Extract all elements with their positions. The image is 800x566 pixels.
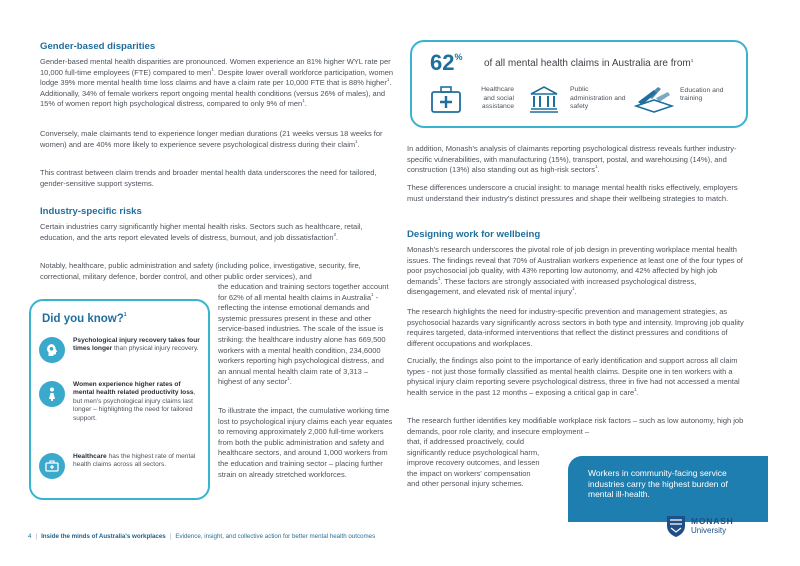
medical-bag-icon xyxy=(39,453,65,479)
paragraph-right-1: In addition, Monash's analysis of claimants reporting psychological distress reveals further industry-specific vulnerabilities, with manufacturing (15%), transport, postal, and warehousing (14%), and construction (13%) also standing out as high-risk sectors$^1$. xyxy=(407,144,737,175)
category-healthcare: Healthcare and social assistance xyxy=(430,84,514,114)
paragraph-industry-4: To illustrate the impact, the cumulative working time lost to psychological injury claims each year equates to removing approximately 2,000 full-time workers from both the public administration and safety and healthcare sectors, and around 1,000 workers from the education and training sector – placing further strain on already stretched workforces. xyxy=(218,406,393,479)
footer-subtitle: Evidence, insight, and collective action for better mental health outcomes xyxy=(175,533,376,540)
paragraph-gender-2: Conversely, male claimants tend to experience longer median durations (21 weeks versus 18 weeks for women) and are 40% more likely to experience severe psychological distress during their claim$^1$. xyxy=(40,129,383,149)
monash-logo: MONASH University xyxy=(665,514,734,538)
paragraph-industry-3: the education and training sectors together account for 62% of all mental health claims in Australia$^1$ - reflecting the intense emotional demands and systemic pressures present in these and other service-based industries. The scale of the issue is striking: the healthcare industry alone has 669,500 workers with a mental health condition, 234,6000 workers reporting high psychological distress, and an annual mental health claim rate of 3,313 – highest of any sector$^1$. xyxy=(218,282,389,387)
heading-designing-work: Designing work for wellbeing xyxy=(407,229,541,240)
category-education: Education and training xyxy=(634,84,726,114)
heading-industry-risks: Industry-specific risks xyxy=(40,206,142,217)
paragraph-gender-1: Gender-based mental health disparities are pronounced. Women experience an 81% higher WYL rate per 10,000 full-time employees (FTE) compared to men$^1$. Despite lower overall workforce participation, women lodge 39% more mental health time loss claims and have a claim rate per 10,000 FTE that is 88% higher$^1$. Additionally, 34% of female workers report ongoing mental health conditions (versus 26% of males), and 15% of women report high psychological distress, compared to only 9% of men$^1$. xyxy=(40,57,394,109)
stat-lead-text: of all mental health claims in Australia are from$^1$ xyxy=(484,58,694,69)
quote-text: Workers in community-facing service industries carry the highest burden of mental ill-health. xyxy=(588,468,728,499)
paragraph-gender-3: This contrast between claim trends and broader mental health data underscores the need for tailored, gender-sensitive support systems. xyxy=(40,168,377,188)
paragraph-right-6a: The research further identifies key modifiable workplace risk factors – such as low autonomy, high job demands, poor role clarity, and insecure employment – xyxy=(407,416,744,436)
fact-item: Healthcare has the highest rate of mental health claims across all sectors. xyxy=(39,453,203,479)
paragraph-right-6b: that, if addressed proactively, could significantly reduce psychological harm, improve recovery outcomes, and lessen the impact on workers' compensation and other personal injury schemes. xyxy=(407,437,540,489)
books-icon xyxy=(634,84,674,114)
paragraph-right-2: These differences underscore a crucial insight: to manage mental health risks effectively, employers must understand their industry's distinct pressures and shape their wellbeing strategies to match. xyxy=(407,183,738,203)
heading-gender-disparities: Gender-based disparities xyxy=(40,41,156,52)
fact-item: Psychological injury recovery takes four times longer than physical injury recovery. xyxy=(39,337,203,363)
did-you-know-box xyxy=(29,299,210,500)
stat-callout-box xyxy=(410,40,748,128)
monash-crest-icon xyxy=(665,514,687,538)
first-aid-kit-icon xyxy=(430,84,462,114)
female-icon xyxy=(39,381,65,407)
category-public-administration: Public administration and safety xyxy=(528,84,630,114)
stat-percent: 62% xyxy=(430,50,463,75)
government-building-icon xyxy=(528,84,560,114)
quote-box xyxy=(568,456,768,522)
paragraph-right-3: Monash's research underscores the pivotal role of job design in preventing workplace mental health issues. The findings reveal that 70% of Australian workers experience at least one of the four types of poor psychosocial job quality, with 43% reporting low autonomy, and 42% affected by high job demands$^1$. These factors are strongly associated with increased psychological distress, disengagement, and elevated risk of mental injury$^1$. xyxy=(407,245,743,297)
paragraph-right-4: The research highlights the need for industry-specific prevention and management strategies, as psychosocial hazards vary significantly across sectors in both type and intensity. Improving job quality requires targeted, data-informed interventions that reflect the distinct pressures and conditions of different occupations and workplaces. xyxy=(407,307,744,348)
page-number: 4 xyxy=(28,533,32,540)
footer: 4 | Inside the minds of Australia's workplaces | Evidence, insight, and collective action for better mental health outcomes xyxy=(28,533,376,540)
head-icon xyxy=(39,337,65,363)
footer-title: Inside the minds of Australia's workplaces xyxy=(41,533,166,540)
paragraph-industry-1: Certain industries carry significantly higher mental health risks. Sectors such as healthcare, retail, education, and the arts report elevated levels of distress, burnout, and job dissatisfaction$^3$. xyxy=(40,222,363,242)
fact-item: Women experience higher rates of mental health related productivity loss, but men's psychological injury claims last longer – highlighting the need for tailored support. xyxy=(39,381,203,423)
paragraph-industry-2: Notably, healthcare, public administration and safety (including police, investigative, security, fire, correctional, military defence, border control, and other public order services), and xyxy=(40,261,361,281)
paragraph-right-5: Crucially, the findings also point to the importance of early identification and support across all claim types - not just those formally classified as mental health claims. Despite one in ten workers with a physical injury claim reporting severe psychological distress, three in five had not accessed a mental health service in the past 12 months – exposing a critical gap in care$^1$. xyxy=(407,356,740,397)
did-you-know-title: Did you know?$^1$ xyxy=(42,312,127,325)
